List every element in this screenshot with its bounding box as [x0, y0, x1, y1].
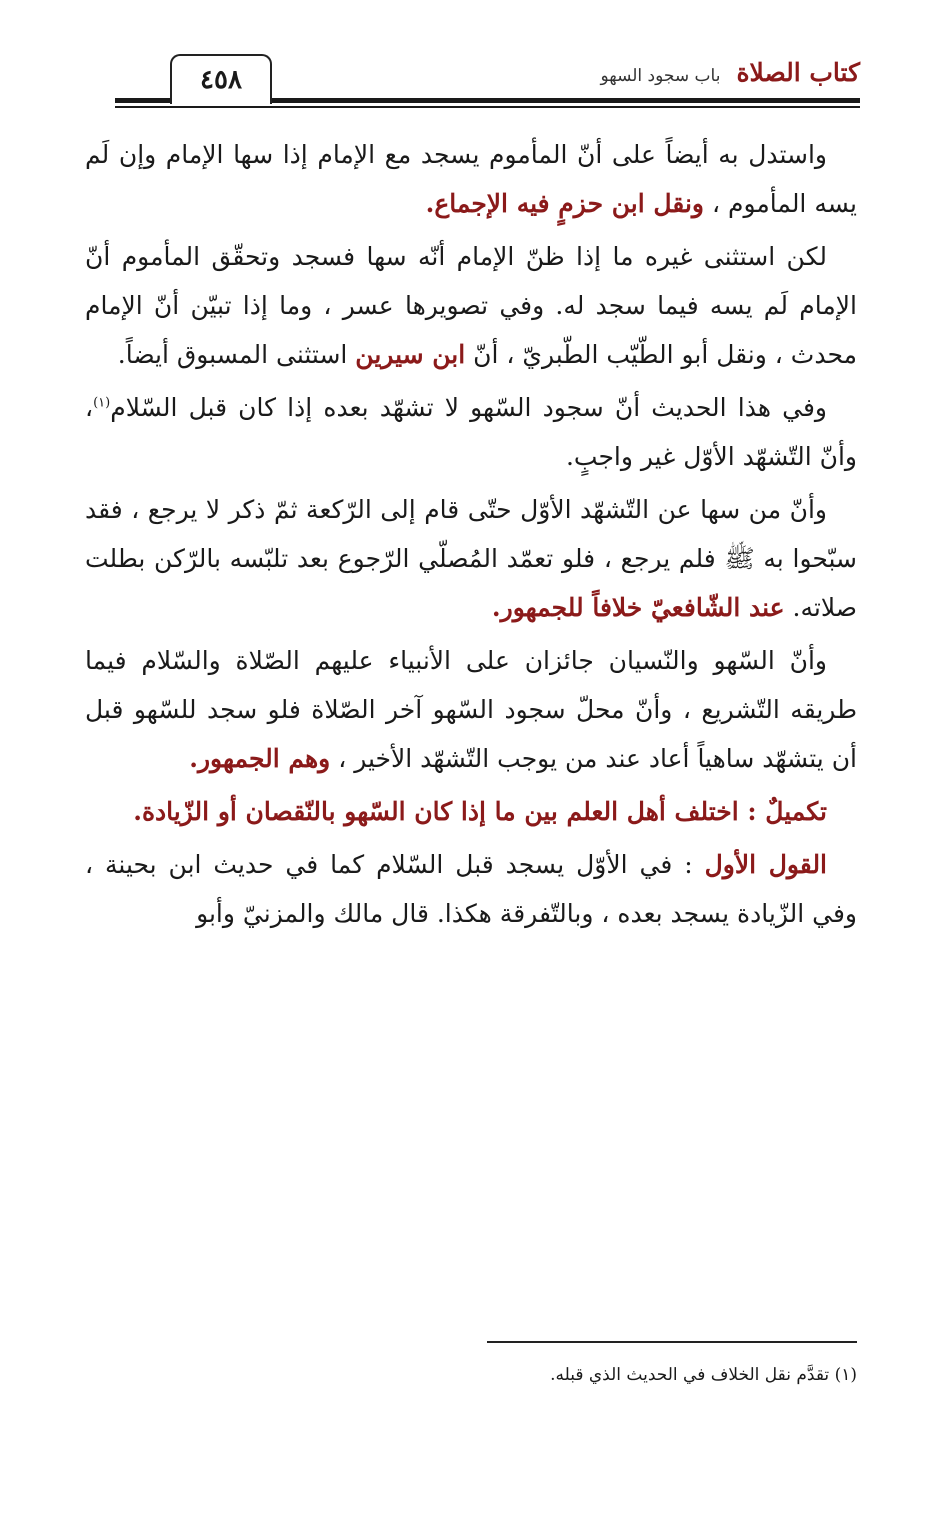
- paragraph-text: لكن استثنى غيره ما إذا ظنّ الإمام أنّه سها فسجد وتحقّق المأموم أنّ الإمام لَم يسه فيما سجد له. وفي تصويرها عسر ، وما إذا تبيّن أنّ الإمام محدث ، ونقل أبو الطّيّب الطّبريّ ، أنّ: [85, 242, 857, 369]
- chapter-title: باب سجود السهو: [600, 66, 721, 86]
- page-header: [115, 52, 860, 106]
- paragraph-1: [85, 130, 857, 228]
- header-rule-thin: [115, 106, 860, 108]
- paragraph-5: [85, 636, 857, 783]
- paragraph-text: واستدل به أيضاً على أنّ المأموم يسجد مع الإمام إذا سها الإمام وإن لَم يسه المأموم ،: [85, 140, 857, 218]
- footnote-reference[interactable]: (١): [93, 395, 111, 411]
- paragraph-7: [85, 840, 857, 938]
- highlighted-text: ونقل ابن حزمٍ فيه الإجماع.: [425, 189, 704, 218]
- highlighted-label: القول الأول: [704, 850, 828, 879]
- footnote-rule: [487, 1341, 857, 1343]
- body-text: [85, 130, 857, 942]
- footnote: (١) تقدَّم نقل الخلاف في الحديث الذي قبله.: [550, 1365, 857, 1385]
- paragraph-text: ، وأنّ التّشهّد الأوّل غير واجبٍ.: [85, 393, 857, 471]
- highlighted-text: عند الشّافعيّ خلافاً للجمهور.: [491, 593, 785, 622]
- paragraph-6: [85, 787, 857, 836]
- paragraph-text: وأنّ السّهو والنّسيان جائزان على الأنبياء عليهم الصّلاة والسّلام فيما طريقه التّشريع ، وأنّ محلّ سجود السّهو آخر الصّلاة فلو سجد للسّهو قبل أن يتشهّد ساهياً أعاد عند من يوجب التّشهّد الأخير ،: [85, 646, 857, 773]
- paragraph-3: [85, 383, 857, 481]
- paragraph-text: : في الأوّل يسجد قبل السّلام كما في حديث ابن بحينة ، وفي الزّيادة يسجد بعده ، وبالتّفرقة هكذا. قال مالك والمزنيّ وأبو: [85, 850, 857, 928]
- paragraph-text: وأنّ من سها عن التّشهّد الأوّل حتّى قام إلى الرّكعة ثمّ ذكر لا يرجع ، فقد سبّحوا به ﷺ فلم يرجع ، فلو تعمّد المُصلّي الرّجوع بعد تلبّسه بالرّكن بطلت صلاته.: [85, 495, 857, 622]
- paragraph-text: وفي هذا الحديث أنّ سجود السّهو لا تشهّد بعده إذا كان قبل السّلام: [110, 393, 827, 422]
- running-head: [600, 58, 860, 94]
- paragraph-text: استثنى المسبوق أيضاً.: [117, 340, 356, 369]
- section-heading: تكميلٌ : اختلف أهل العلم بين ما إذا كان السّهو بالنّقصان أو الزّيادة.: [133, 797, 827, 826]
- page-number: ٤٥٨: [170, 54, 272, 104]
- paragraph-2: [85, 232, 857, 379]
- highlighted-text: وهم الجمهور.: [189, 744, 331, 773]
- highlighted-name: ابن سيرين: [355, 340, 466, 369]
- book-title: كتاب الصلاة: [736, 58, 860, 87]
- paragraph-4: [85, 485, 857, 632]
